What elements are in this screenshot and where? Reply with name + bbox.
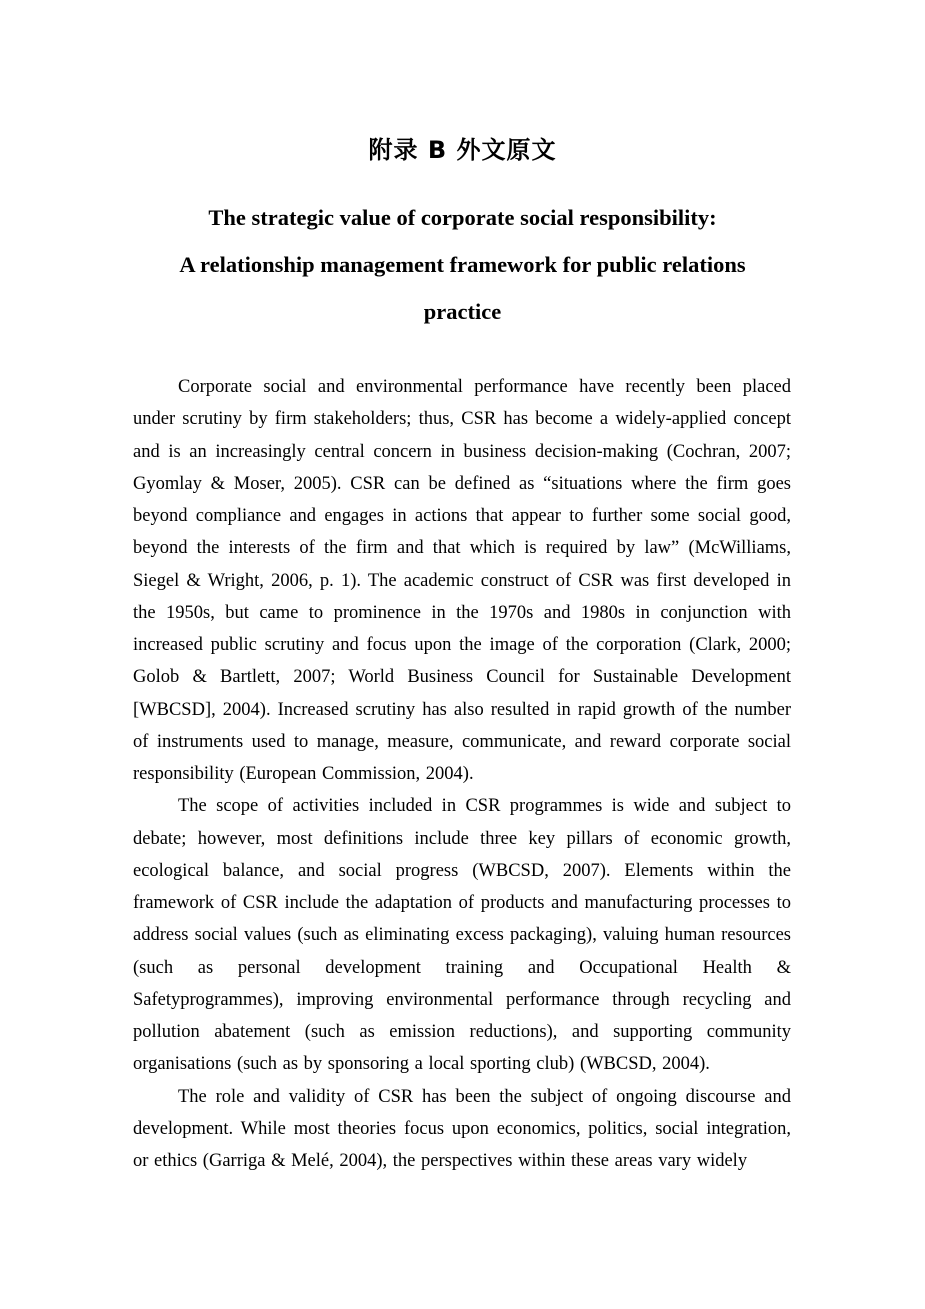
paper-title-line-3: practice	[423, 299, 502, 324]
paper-title	[0, 194, 925, 335]
paper-title-line-1: The strategic value of corporate social responsibility:	[208, 205, 717, 230]
paragraph-3: The role and validity of CSR has been the subject of ongoing discourse and development. While most theories focus upon economics, politics, social integration, or ethics (Garriga & Melé, 2004), the perspectives within these areas vary widely	[133, 1086, 791, 1171]
appendix-heading: 附录 B 外文原文	[368, 136, 557, 164]
body-text	[133, 371, 791, 1177]
paper-title-line-2: A relationship management framework for public relations	[179, 252, 746, 277]
paragraph-2: The scope of activities included in CSR programmes is wide and subject to debate; however, most definitions include three key pillars of economic growth, ecological balance, and social progress (WBCSD, 2007). Elements within the framework of CSR include the adaptation of products and manufacturing processes to address social values (such as eliminating excess packaging), valuing human resources (such as personal development training and Occupational Health & Safetyprogrammes), improving environmental performance through recycling and pollution abatement (such as emission reductions), and supporting community organisations (such as by sponsoring a local sporting club) (WBCSD, 2004).	[133, 796, 791, 1075]
paragraph-1: Corporate social and environmental performance have recently been placed under scrutiny by firm stakeholders; thus, CSR has become a widely-applied concept and is an increasingly central concern in business decision-making (Cochran, 2007; Gyomlay & Moser, 2005). CSR can be defined as “situations where the firm goes beyond compliance and engages in actions that appear to further some social good, beyond the interests of the firm and that which is required by law” (McWilliams, Siegel & Wright, 2006, p. 1). The academic construct of CSR was first developed in the 1950s, but came to prominence in the 1970s and 1980s in conjunction with increased public scrutiny and focus upon the image of the corporation (Clark, 2000; Golob & Bartlett, 2007; World Business Council for Sustainable Development [WBCSD], 2004). Increased scrutiny has also resulted in rapid growth of the number of instruments used to manage, measure, communicate, and reward corporate social responsibility (European Commission, 2004).	[133, 377, 791, 784]
